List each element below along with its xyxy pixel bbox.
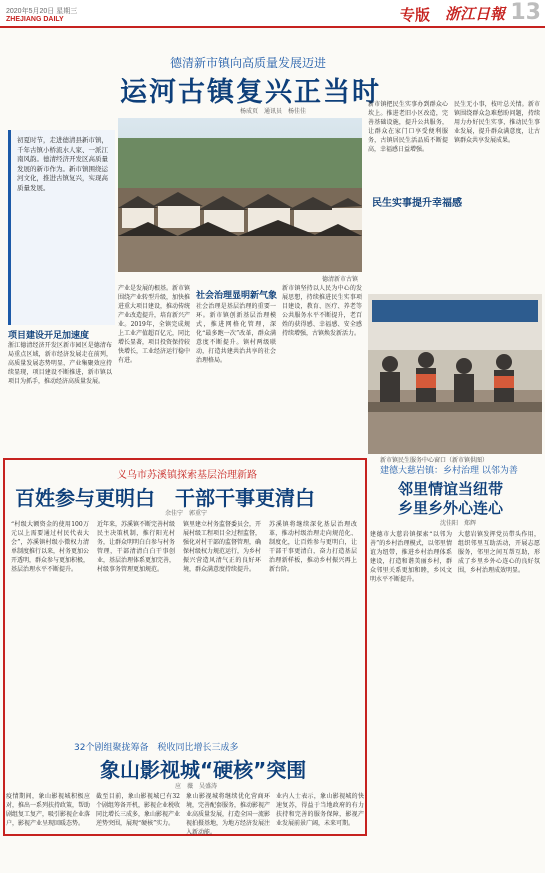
boxed-story-column-3: 镇里建立村务监督委员会，开展村级工程项目全过程监督，强化对村干部的监督管理，确保村级权力规范运行，为乡村振兴营造风清气正的良好环境，群众满意度持续提升。: [183, 521, 261, 573]
bottom-story-column-2: 截至目前，象山影视城已有32个剧组筹备开机，影视企业税收同比增长三成多，象山影视产业逆势突围，展现“硬核”实力。: [96, 793, 180, 827]
bottom-story-column-4: 业内人士表示，象山影视城的快速复苏，得益于当地政府的有力扶持和完善的服务保障，影视产业发展前景广阔，未来可期。: [276, 793, 364, 827]
boxed-story-column-1: “村级大额资金的使用100万元以上需要通过村民代表大会”，苏溪镇村级小微权力清单制度推行以来，村务更加公开透明，群众参与更加积极，基层治理水平不断提升。: [11, 521, 89, 573]
right-story-byline: 沈佳阳 郑辉: [440, 520, 477, 527]
top-story-headline: 运河古镇复兴正当时: [120, 77, 381, 108]
right-story-headline-1: 邻里情谊当纽带: [398, 480, 504, 498]
top-story-column-4: 新市镇坚持以人民为中心的发展思想，持续推进民生实事项目建设，教育、医疗、养老等公共服务水平不断提升，老百姓的获得感、幸福感、安全感持续增强，古镇焕发新活力。: [282, 285, 362, 337]
right-story-column-2: 大慈岩镇发挥党员带头作用，组织邻里互助活动，开展志愿服务，邻里之间互帮互助，形成了乡里乡外心连心的良好氛围，乡村治理成效明显。: [458, 531, 540, 574]
page-header: [0, 0, 545, 28]
page-number: 13: [510, 0, 541, 25]
top-story-column-3: 社会治理是基层治理的重要一环。新市镇创新基层治理模式，推进网格化管理，深化“最多跑一次”改革，群众满意度不断提升。镇村两级联动，打造共建共治共享的社会治理格局。: [196, 303, 276, 364]
bottom-story-headline: 象山影视城“硬核”突围: [100, 758, 307, 782]
right-story-column-1: 建德市大慈岩镇探索“以邻为善”的乡村治理模式，以邻里情谊为纽带，推进乡村治理体系建设，打造和谐美丽乡村，群众邻里关系更加和睦，乡风文明水平不断提升。: [370, 531, 452, 583]
top-story-byline: 杨成页 通讯员 杨佳佳: [240, 108, 307, 115]
service-center-photo: [368, 294, 542, 454]
issue-date: 2020年5月20日 星期三: [6, 8, 78, 15]
masthead: 浙江日報: [444, 5, 505, 23]
top-story-column-6: 民生无小事，枝叶总关情。新市镇围绕群众急难愁盼问题，持续用力办好民生实事，推动民生事业发展，提升群众满意度，让古镇群众共享发展成果。: [454, 101, 540, 144]
boxed-story-headline: 百姓参与更明白 干部干事更清白: [15, 486, 315, 510]
right-story-headline-2: 乡里乡外心连心: [398, 499, 504, 517]
boxed-story-byline: 余佳宁 郭重宁: [165, 510, 208, 517]
photo-caption: 德清新市古镇: [322, 276, 359, 283]
boxed-story-kicker: 义乌市苏溪镇探索基层治理新路: [117, 470, 257, 481]
bottom-story-kicker: 32个剧组聚拢筹备 税收同比增长三成多: [74, 743, 239, 753]
service-photo-caption: 新市镇民生服务中心窗口（新市镇供图）: [380, 457, 489, 464]
top-story-kicker: 德清新市镇向高质量发展迈进: [170, 56, 327, 70]
subhead-livelihood: 民生实事提升幸福感: [372, 198, 462, 209]
subhead-project: 项目建设开足加速度: [8, 331, 90, 341]
bottom-story-column-1: 疫情期间，象山影视城积极应对，推出一系列扶持政策，帮助剧组复工复产，吸引影视企业落户，影视产业呈现回暖态势。: [6, 793, 90, 827]
subhead-governance: 社会治理显明新气象: [196, 291, 278, 301]
top-story-lead: 初夏时节，走进德清县新市镇，千年古镇小桥流水人家、一派江南风韵。德清经济开发区高质量发展的新市作为。新市镇围绕运河文化，推进古镇复兴，实现高质量发展。: [17, 136, 108, 192]
section-label: 专版: [399, 6, 430, 24]
top-story-column-5: 新市镇把民生实事办到群众心坎上。推进老旧小区改造，完善基础设施，提升公共服务，让群众在家门口享受便利服务，古镇居民生活品质不断提高，幸福感日益增强。: [368, 101, 448, 153]
top-story-column-1: 浙江德清经济开发区新市园区是德清布局重点区域，新市经济发展走在前列，高质量发展态势明显，产业集聚效应持续显现，项目建设不断推进，新市镇以项目为抓手，推动经济高质量发展。: [8, 342, 112, 385]
edition-label: ZHEJIANG DAILY: [6, 16, 64, 23]
bottom-story-byline: 应 薇 吴盛涛: [175, 783, 218, 790]
right-story-kicker: 建德大慈岩镇：乡村治理 以邻为善: [380, 466, 518, 476]
lead-sidebar: [8, 130, 115, 325]
town-photo: [118, 118, 362, 272]
top-story-column-2: 产业是发展的根基。新市镇围绕产业转型升级，加快推进重大项目建设，推动传统产业改造提升，培育新兴产业。2019年，全镇完成规上工业产值超百亿元，同比增长显著，项目投资保持较快增长，工业经济运行稳中有进。: [118, 285, 190, 364]
bottom-story-column-3: 象山影视城将继续优化营商环境，完善配套服务，推动影视产业高质量发展，打造全国一流影视拍摄基地，为地方经济发展注入新动能。: [186, 793, 270, 836]
boxed-story-column-2: 近年来，苏溪镇不断完善村级民主决策机制，推行阳光村务，让群众明明白白参与村务管理，干部清清白白干事创业，基层治理体系更加完善，村级事务管理更加规范。: [97, 521, 175, 573]
boxed-story-column-4: 苏溪镇将继续深化基层治理改革，推动村级治理走向规范化、制度化，让百姓参与更明白，让干部干事更清白，奋力打造基层治理新样板，推动乡村振兴再上新台阶。: [269, 521, 357, 573]
